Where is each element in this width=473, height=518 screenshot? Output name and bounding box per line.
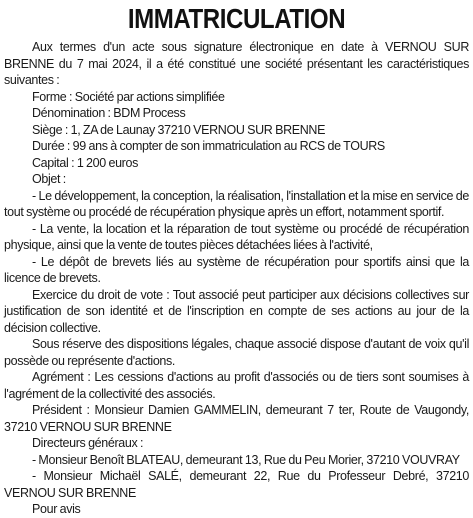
general-director-blateau: - Monsieur Benoît BLATEAU, demeurant 13, Rue du Peu Morier, 37210 VOUVRAY (32, 452, 460, 467)
intro-paragraph: Aux termes d'un acte sous signature électronique en date à VERNOU SUR BRENNE du 7 mai 2024, il a été constitué une société présentant les caractéristiques suivantes : (4, 40, 469, 87)
purpose-item-development: - Le développement, la conception, la réalisation, l'installation et la mise en service de tout système ou procédé de récupération physique après un effort, notamment sportif. (4, 188, 469, 219)
notice-title: IMMATRICULATION (127, 3, 346, 34)
purpose-item-patents: - Le dépôt de brevets liés au système de récupération pour sportifs ainsi que la licence de brevets. (4, 254, 469, 285)
purpose-item-sales: - La vente, la location et la réparation de tout système ou procédé de récupération physique, ainsi que la vente de toutes pièces détachées liées à l'activité, (4, 221, 469, 252)
company-form: Forme : Société par actions simplifiée (32, 89, 225, 104)
company-name: Dénomination : BDM Process (32, 106, 186, 120)
general-directors-heading: Directeurs généraux : (32, 436, 144, 450)
voting-reserve: Sous réserve des dispositions légales, chaque associé dispose d'autant de voix qu'il possède ou représente d'actions. (4, 337, 469, 368)
general-director-sale: - Monsieur Michaël SALÉ, demeurant 22, Rue du Professeur Debré, 37210 VERNOU SUR BRENNE (4, 469, 469, 500)
voting-rights: Exercice du droit de vote : Tout associé peut participer aux décisions collectives sur justification de son identité et de l'inscription en compte de ses actions au jour de la décision collective. (4, 287, 469, 335)
purpose-heading: Objet : (32, 172, 66, 186)
signoff: Pour avis (32, 502, 81, 516)
company-duration: Durée : 99 ans à compter de son immatriculation au RCS de TOURS (32, 139, 385, 153)
company-headquarters: Siège : 1, ZA de Launay 37210 VERNOU SUR BRENNE (32, 122, 326, 137)
notice-body (4, 39, 469, 518)
company-capital: Capital : 1 200 euros (32, 155, 139, 170)
approval-clause: Agrément : Les cessions d'actions au profit d'associés ou de tiers sont soumises à l'agrément de la collectivité des associés. (4, 370, 469, 401)
president: Président : Monsieur Damien GAMMELIN, demeurant 7 ter, Route de Vaugondy, 37210 VERNOU SUR BRENNE (4, 403, 469, 434)
